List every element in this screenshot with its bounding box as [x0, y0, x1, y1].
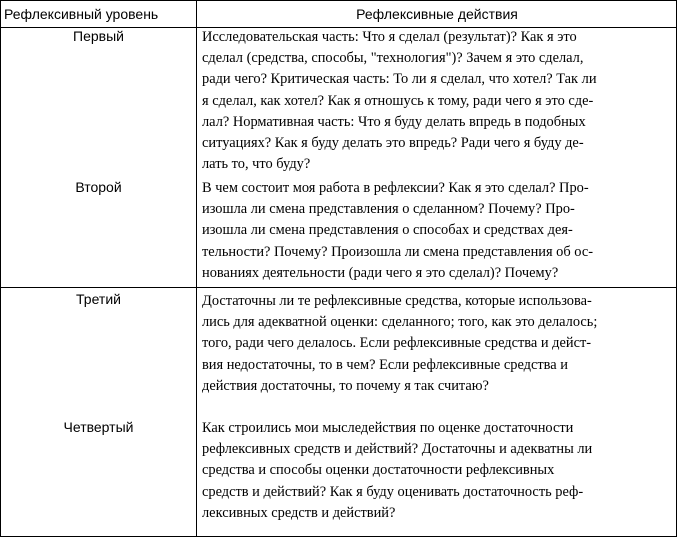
text-line: того, ради чего делалось. Если рефлексивные средства и дейст- [202, 335, 592, 352]
text-line: лись для адекватной оценки: сделанного; того, как это делалось; [202, 314, 598, 331]
column-divider [196, 1, 197, 536]
text-line: ради чего? Критическая часть: То ли я сделал, что хотел? Так ли [202, 71, 597, 88]
text-line: Как строились мои мыследействия по оценке достаточности [202, 420, 574, 436]
level-fourth: Четвертый [63, 419, 134, 435]
text-line: лать то, что буду? [202, 156, 311, 173]
text-line: тельности? Почему? Произошла ли смена представления об ос- [202, 243, 594, 260]
text-line: изошла ли смена представления о способах и средствах дея- [202, 222, 573, 239]
text-line: сделал (средства, способы, "технология")? Зачем я это сделал, [202, 50, 584, 67]
text-line: лексивных средств и действий? [202, 504, 396, 521]
text-line: Исследовательская часть: Что я сделал (результат)? Как я это [202, 29, 577, 45]
actions-first [202, 27, 676, 175]
text-line: Достаточны ли те рефлексивные средства, которые использова- [202, 293, 592, 309]
text-line: нованиях деятельности (ради чего я это сделал)? Почему? [202, 264, 559, 281]
header-level: Рефлексивный уровень [4, 6, 159, 22]
actions-fourth [202, 418, 676, 524]
actions-second [202, 178, 676, 284]
text-line: лал? Нормативная часть: Что я буду делать впредь в подобных [202, 113, 586, 130]
text-line: я сделал, как хотел? Как я отношусь к тому, ради чего я это сде- [202, 92, 594, 109]
level-second: Второй [75, 179, 122, 195]
text-line: средств и действий? Как я буду оценивать достаточность реф- [202, 483, 584, 500]
text-line: В чем состоит моя работа в рефлексии? Как я это сделал? Про- [202, 180, 589, 196]
text-line: вия недостаточны, то в чем? Если рефлексивные средства и [202, 356, 568, 373]
text-line: действия достаточны, то почему я так считаю? [202, 377, 489, 394]
level-first: Первый [73, 28, 124, 44]
text-line: ситуациях? Как я буду делать это впредь? Ради чего я буду де- [202, 135, 584, 152]
text-line: изошла ли смена представления о сделанном? Почему? Про- [202, 201, 575, 218]
level-third: Третий [76, 291, 121, 307]
text-line: рефлексивных средств и действий? Достаточны и адекватны ли [202, 441, 593, 458]
row-divider [1, 287, 676, 288]
text-line: средства и способы оценки достаточности рефлексивных [202, 462, 555, 479]
actions-third [202, 291, 676, 397]
header-actions: Рефлексивные действия [356, 6, 518, 22]
